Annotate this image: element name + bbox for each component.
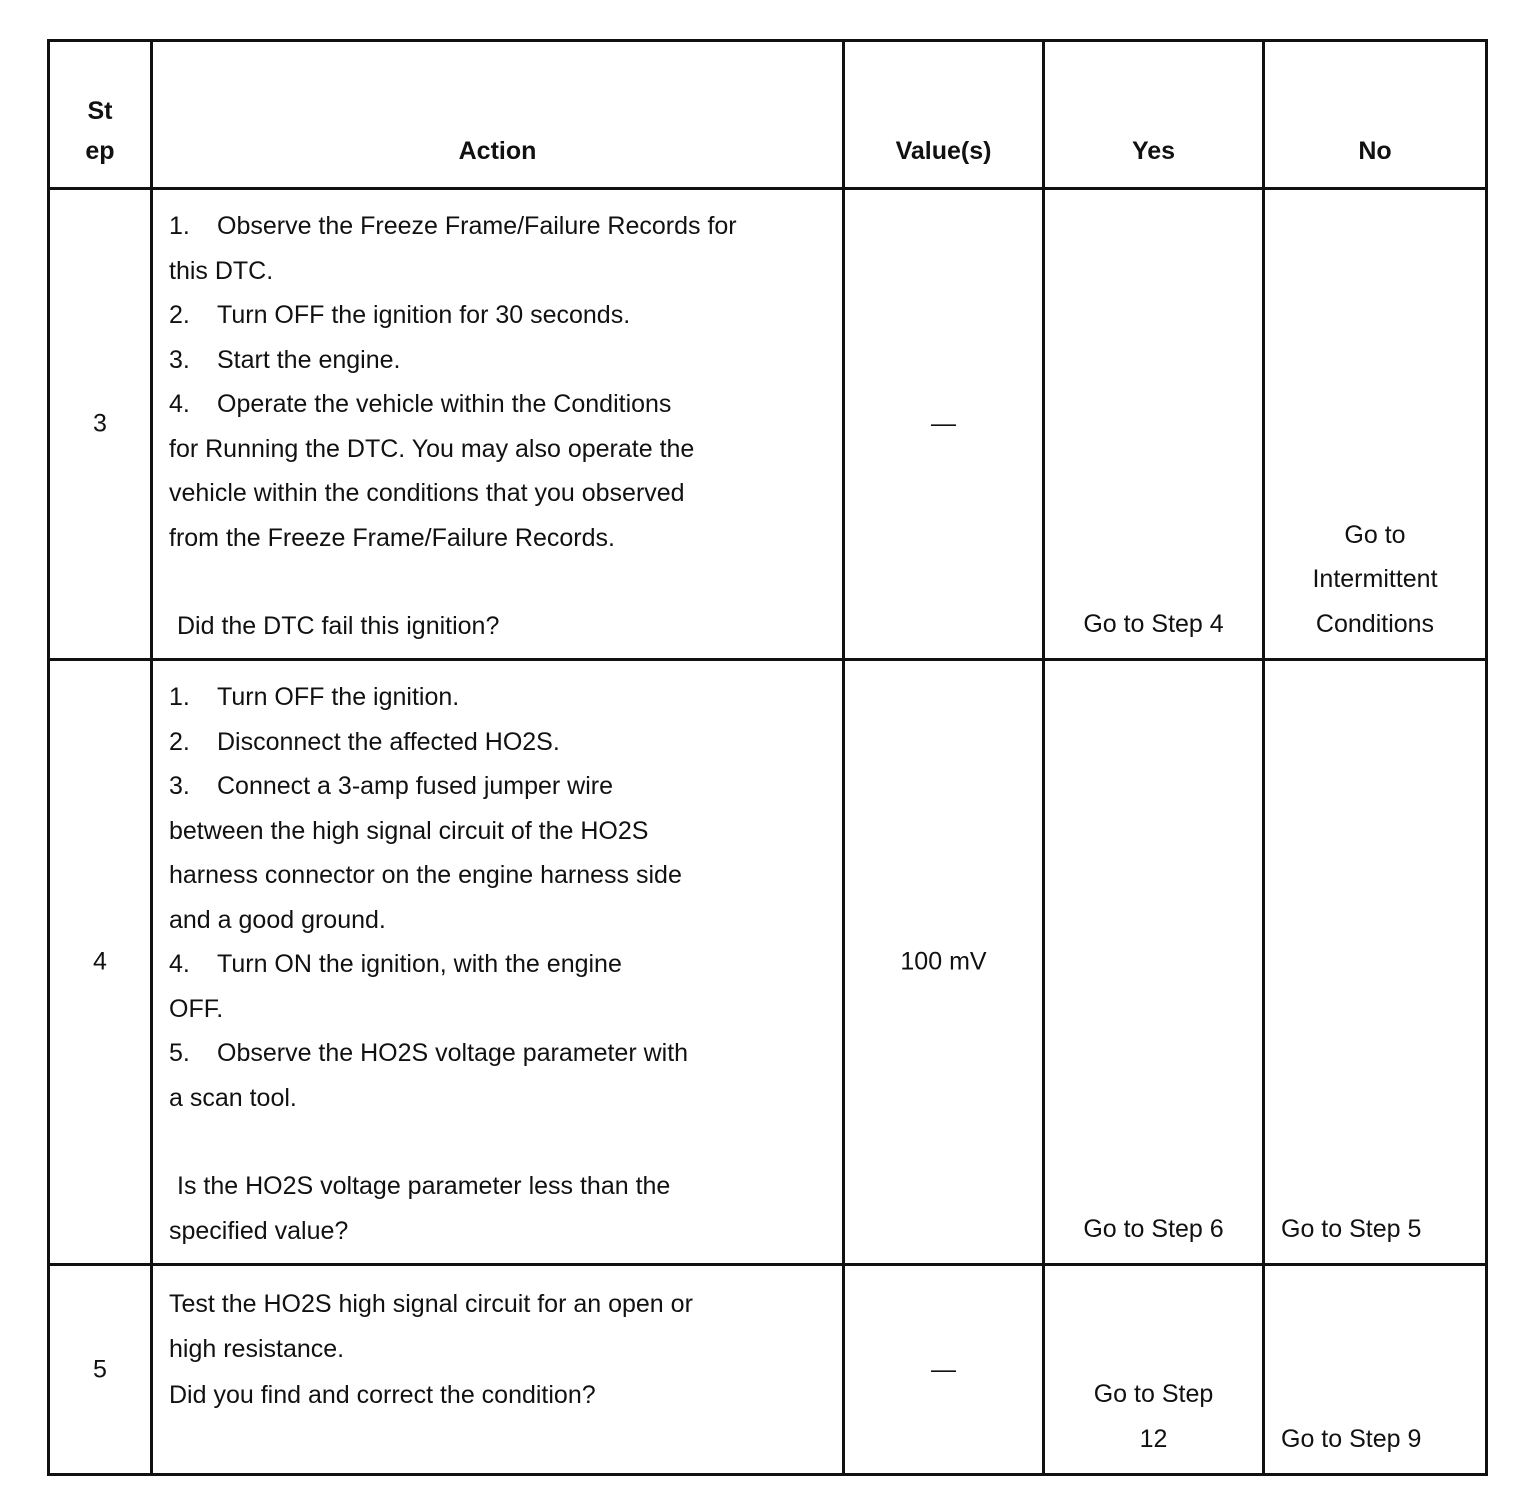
action-text: Test the HO2S high signal circuit for an open or [169, 1290, 693, 1318]
value-text: — [931, 409, 956, 438]
action-continuation: for Running the DTC. You may also operate the [169, 434, 695, 463]
action-continuation: harness connector on the engine harness side [169, 861, 682, 889]
no-cell [1264, 189, 1487, 660]
step-cell [49, 189, 152, 660]
header-step [49, 41, 152, 189]
no-cell [1264, 660, 1487, 1265]
action-question: Did the DTC fail this ignition? [177, 612, 500, 640]
step-number: 4 [93, 947, 107, 976]
action-item: 3. Connect a 3-amp fused jumper wire [169, 772, 614, 800]
action-item: 4. Turn ON the ignition, with the engine [169, 950, 622, 978]
table-row [49, 1265, 1487, 1475]
header-row [49, 41, 1487, 189]
no-text: Go to Intermittent Conditions [1312, 520, 1438, 638]
yes-text: Go to Step 6 [1083, 1214, 1224, 1243]
value-cell [844, 660, 1044, 1265]
no-text: Go to Step 9 [1281, 1424, 1422, 1453]
action-question: Did you find and correct the condition? [169, 1381, 596, 1409]
step-number: 5 [93, 1355, 107, 1383]
action-item: 5. Observe the HO2S voltage parameter with [169, 1039, 689, 1067]
action-continuation: OFF. [169, 994, 224, 1023]
value-cell [844, 189, 1044, 660]
action-continuation: between the high signal circuit of the HO2S [169, 816, 649, 845]
header-step-line1: St [87, 97, 113, 125]
action-continuation: a scan tool. [169, 1083, 297, 1112]
yes-cell [1044, 660, 1264, 1265]
action-continuation: and a good ground. [169, 905, 386, 934]
header-step-line2: ep [85, 137, 115, 165]
header-action: Action [152, 41, 844, 189]
action-cell [152, 1265, 844, 1475]
action-question: Is the HO2S voltage parameter less than the [177, 1172, 671, 1200]
action-item: 2. Turn OFF the ignition for 30 seconds. [169, 301, 631, 329]
action-item: 1. Turn OFF the ignition. [169, 683, 460, 711]
value-text: — [931, 1355, 956, 1383]
action-question: specified value? [169, 1216, 349, 1245]
header-no: No [1264, 41, 1487, 189]
no-text: Go to Step 5 [1281, 1214, 1422, 1243]
action-item: 2. Disconnect the affected HO2S. [169, 727, 560, 756]
action-text: high resistance. [169, 1334, 345, 1363]
step-number: 3 [93, 409, 107, 438]
action-cell [152, 660, 844, 1265]
action-continuation: this DTC. [169, 256, 274, 285]
yes-text: Go to Step 4 [1083, 609, 1224, 638]
action-item: 1. Observe the Freeze Frame/Failure Records for [169, 212, 737, 240]
header-yes: Yes [1044, 41, 1264, 189]
diagnostic-table [47, 39, 1488, 1476]
no-cell [1264, 1265, 1487, 1475]
yes-cell [1044, 189, 1264, 660]
step-cell [49, 1265, 152, 1475]
action-item: 3. Start the engine. [169, 345, 401, 374]
table-row [49, 189, 1487, 660]
action-continuation: vehicle within the conditions that you observed [169, 479, 685, 507]
step-cell [49, 660, 152, 1265]
action-continuation: from the Freeze Frame/Failure Records. [169, 523, 615, 552]
yes-text: Go to Step 12 [1093, 1380, 1214, 1453]
value-text: 100 mV [900, 947, 987, 976]
header-values: Value(s) [844, 41, 1044, 189]
yes-cell [1044, 1265, 1264, 1475]
value-cell [844, 1265, 1044, 1475]
action-item: 4. Operate the vehicle within the Conditions [169, 390, 672, 418]
table-row [49, 660, 1487, 1265]
action-cell [152, 189, 844, 660]
